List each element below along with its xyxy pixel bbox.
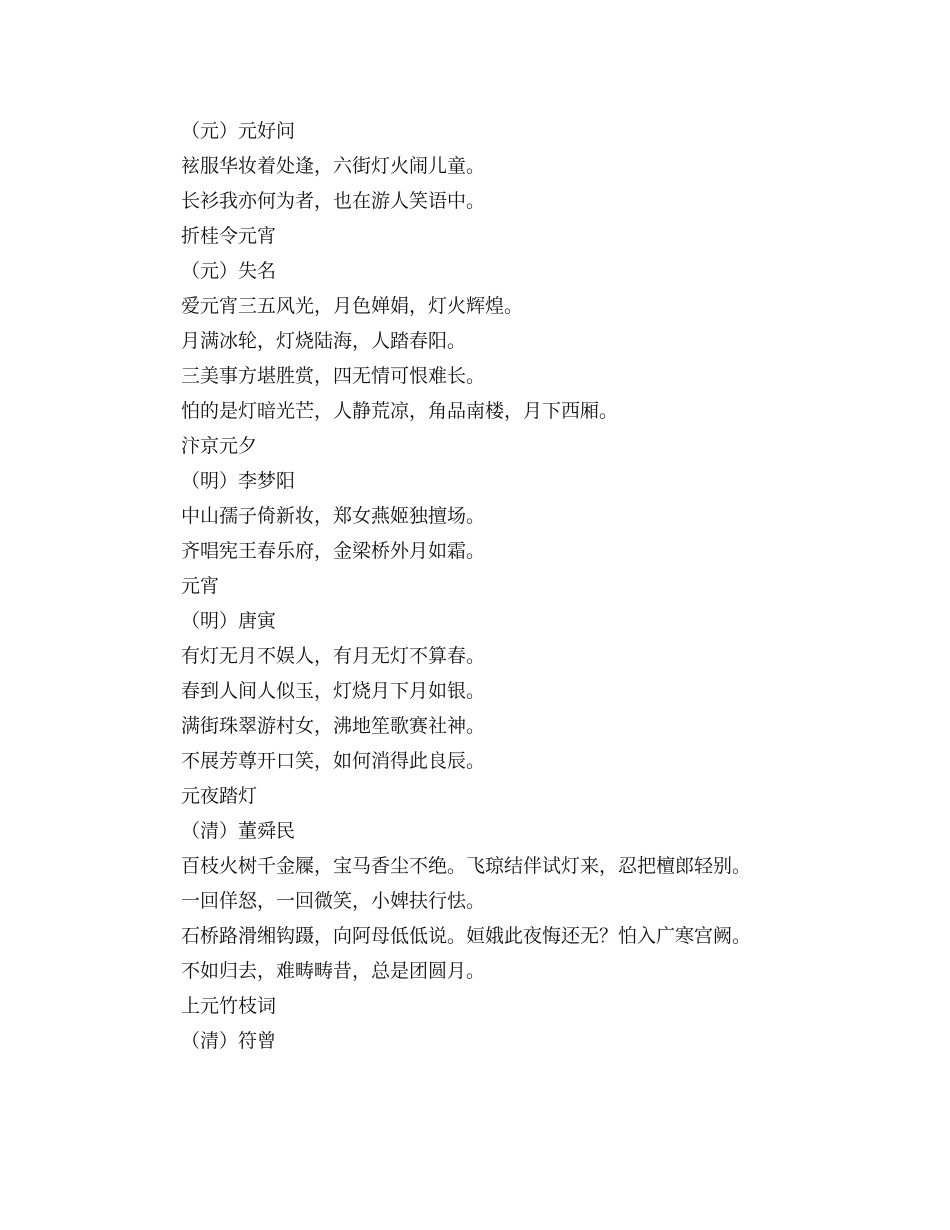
poem-text-block — [181, 114, 881, 1059]
poem-line: 石桥路滑缃钩蹑，向阿母低低说。姮娥此夜悔还无？怕入广寒宫阙。 — [181, 925, 752, 947]
author-line: （明）唐寅 — [181, 610, 277, 632]
poem-title: 汴京元夕 — [181, 435, 258, 457]
author-line: （明）李梦阳 — [181, 470, 296, 492]
poem-line: 中山孺子倚新妆，郑女燕姬独擅场。 — [181, 505, 486, 527]
poem-line: 百枝火树千金屧，宝马香尘不绝。飞琼结伴试灯来，忍把檀郎轻别。 — [181, 855, 752, 877]
poem-line: 怕的是灯暗光芒，人静荒凉，角品南楼，月下西厢。 — [181, 400, 619, 422]
poem-line: 不如归去，难畴畴昔，总是团圆月。 — [181, 960, 486, 982]
poem-line: 月满冰轮，灯烧陆海，人踏春阳。 — [181, 330, 467, 352]
author-line: （清）董舜民 — [181, 820, 296, 842]
poem-title: 元宵 — [181, 575, 220, 597]
poem-title: 折桂令元宵 — [181, 225, 277, 247]
poem-line: 爱元宵三五风光，月色婵娟，灯火辉煌。 — [181, 295, 524, 317]
author-line: （清）符曾 — [181, 1030, 277, 1052]
poem-title: 元夜踏灯 — [181, 785, 258, 807]
poem-line: 满街珠翠游村女，沸地笙歌赛社神。 — [181, 715, 486, 737]
poem-line: 齐唱宪王春乐府，金梁桥外月如霜。 — [181, 540, 486, 562]
poem-line: 一回佯怒，一回微笑，小婢扶行怯。 — [181, 890, 486, 912]
author-line: （元）元好问 — [181, 120, 296, 142]
poem-line: 长衫我亦何为者，也在游人笑语中。 — [181, 190, 486, 212]
poem-line: 袨服华妆着处逢，六街灯火闹儿童。 — [181, 155, 486, 177]
poem-line: 春到人间人似玉，灯烧月下月如银。 — [181, 680, 486, 702]
poem-title: 上元竹枝词 — [181, 995, 277, 1017]
poem-line: 三美事方堪胜赏，四无情可恨难长。 — [181, 365, 486, 387]
poem-line: 不展芳尊开口笑，如何消得此良辰。 — [181, 750, 486, 772]
poem-line: 有灯无月不娱人，有月无灯不算春。 — [181, 645, 486, 667]
author-line: （元）失名 — [181, 260, 277, 282]
